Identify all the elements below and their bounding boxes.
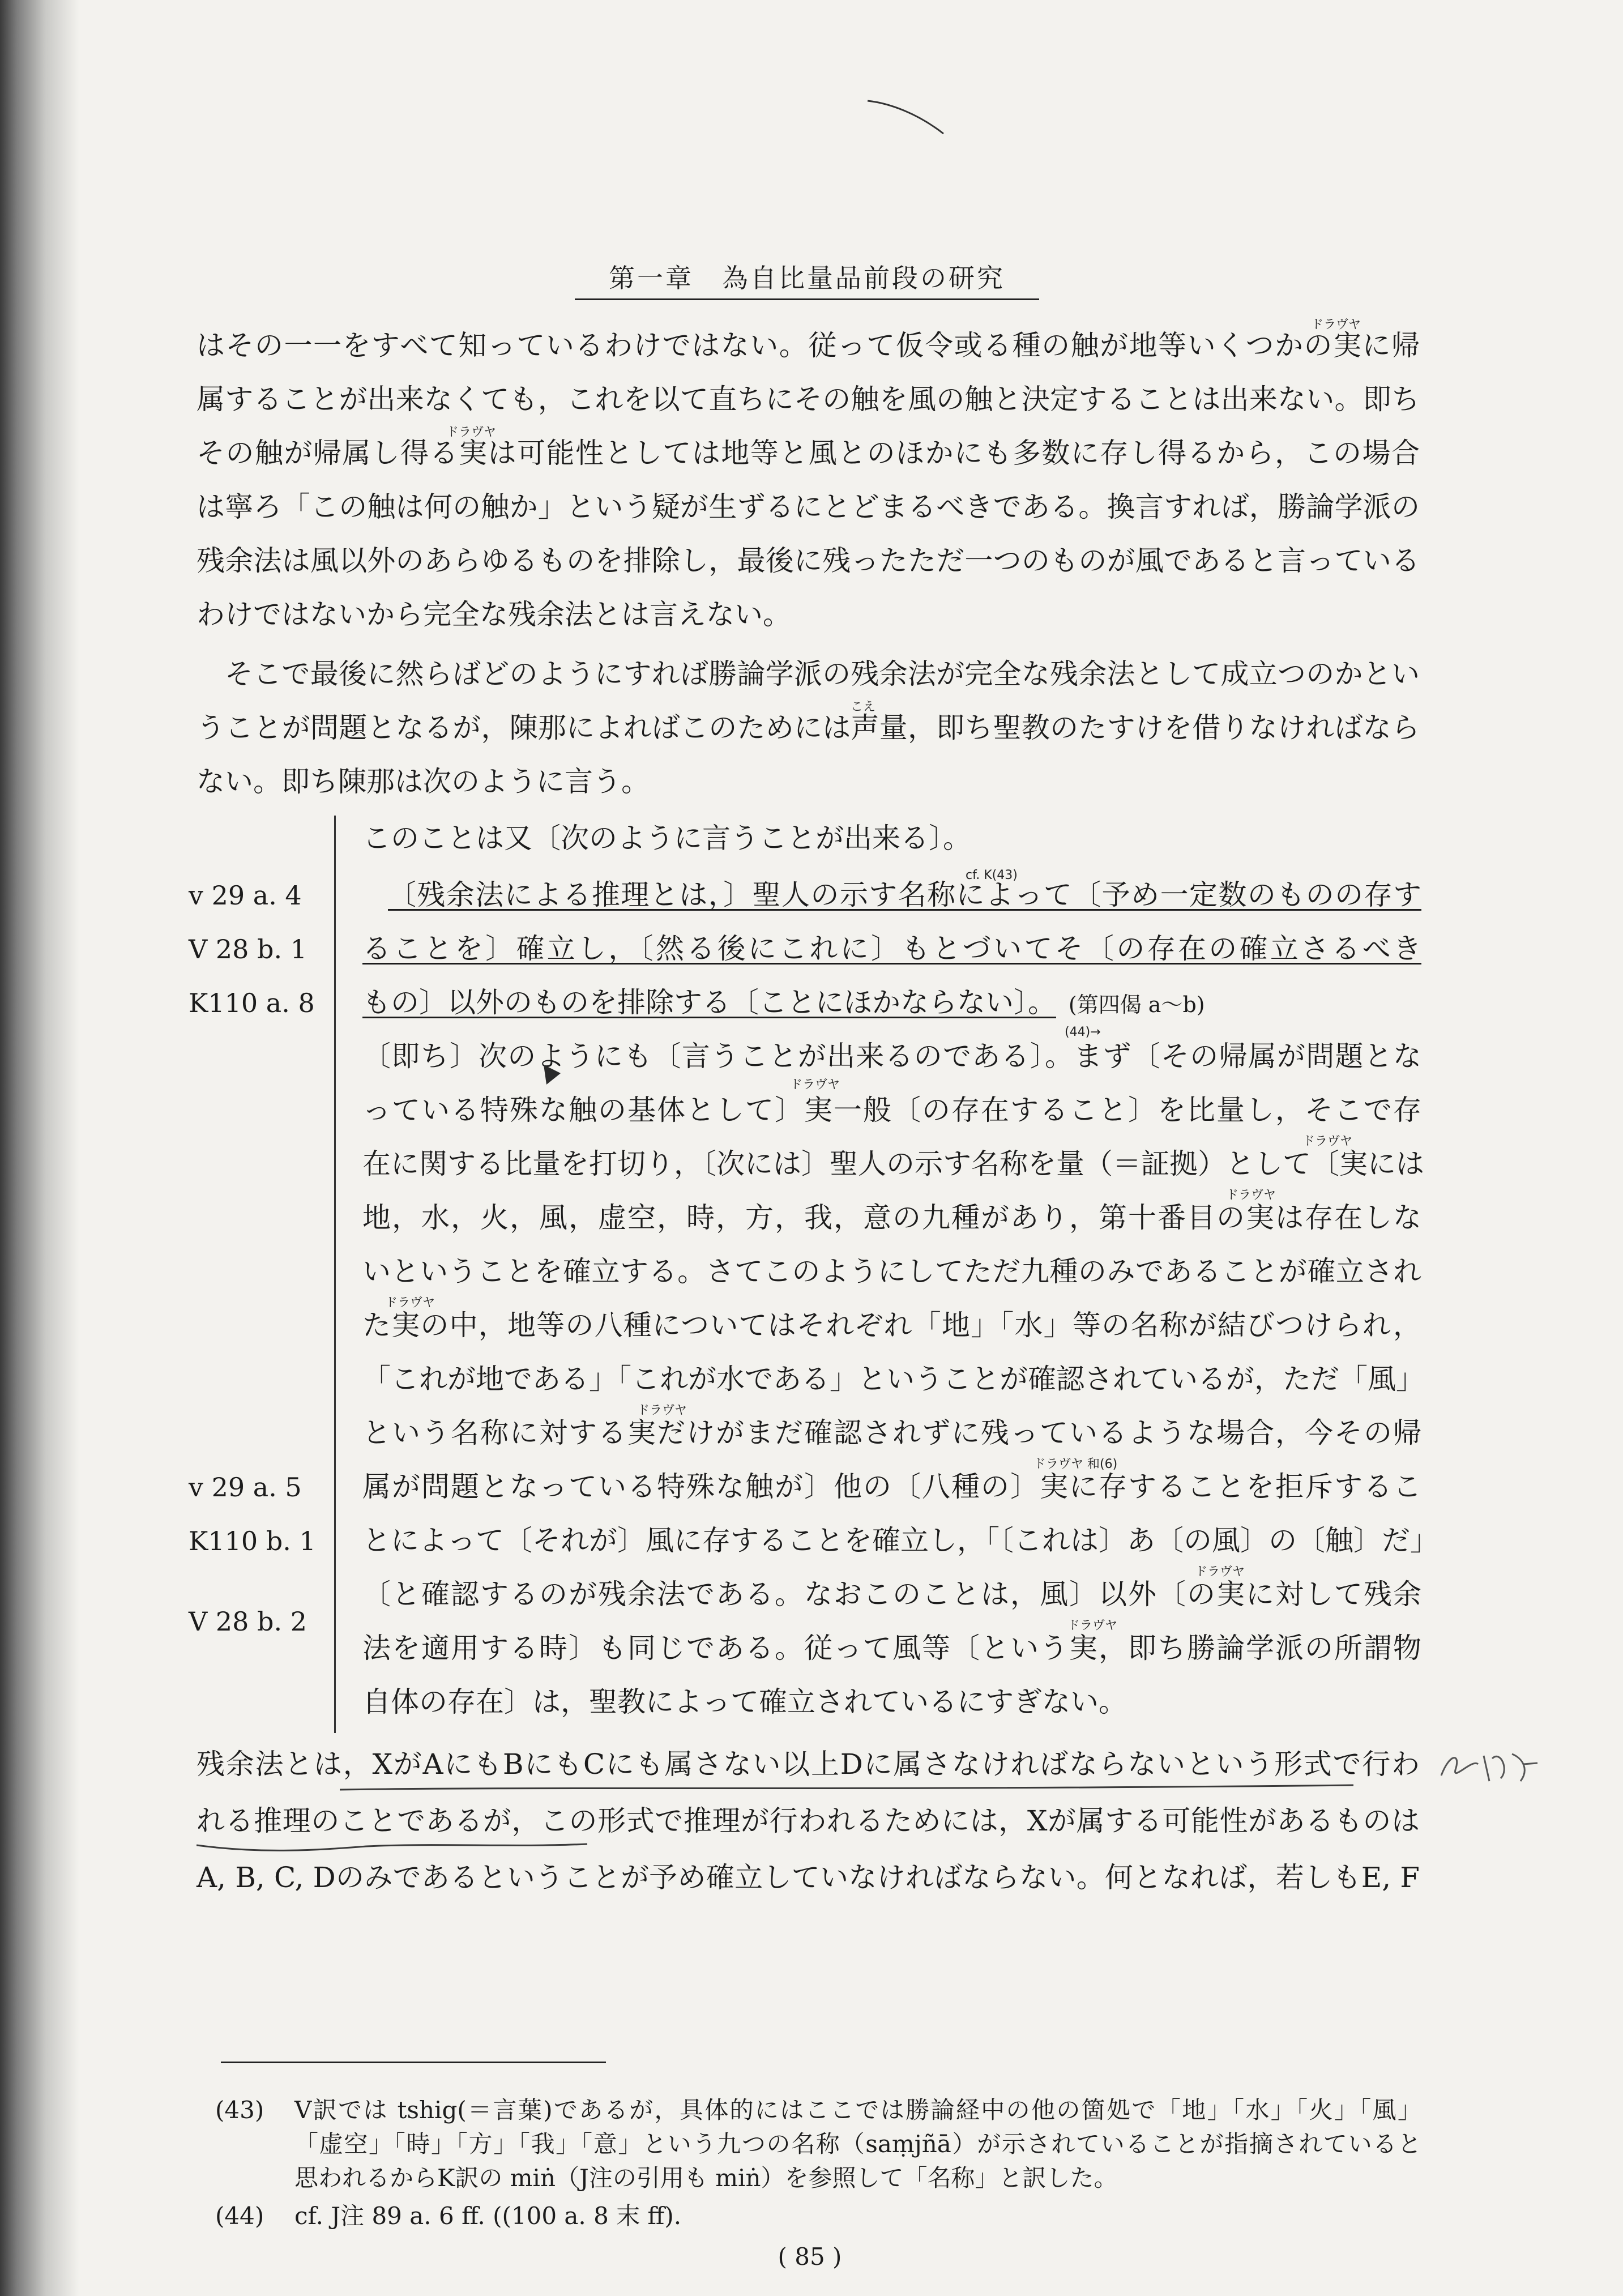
ruby-dravya: ドラヴヤ (385, 1296, 435, 1310)
quote-line8: 地，水，火，風，虚空，時，方，我，意の九種があり，第十番目の実は存在しな (362, 1201, 1421, 1234)
para1-line2: 属することが出来なくても，これを以て直ちにその触を風の触と決定することは出来ない。即ち (197, 383, 1420, 416)
handwritten-underline (340, 1778, 1359, 1801)
quote-line6: っている特殊な触の基体として〕実一般〔の存在すること〕を比量し，そこで存 (362, 1094, 1421, 1126)
margin-ref: V 28 b. 2 (189, 1606, 307, 1637)
ruby-note44: (44)→ (1065, 1025, 1101, 1039)
verse-note: (第四偈 a～b) (1068, 992, 1205, 1017)
quote-line2: 〔残余法による推理とは，〕聖人の示す名称によって〔予め一定数のものの存す (388, 878, 1421, 911)
para3-line1 (197, 1748, 1420, 1781)
handwritten-underline (197, 1835, 593, 1858)
para2-line2: うことが問題となるが，陳那によればこのためには声量，即ち聖教のたすけを借りなければなら (197, 711, 1420, 744)
quote-line17: 自体の存在〕は，聖教によって確立されているにすぎない。 (362, 1685, 1127, 1718)
footnote-43-line2: 「虚空」「時」「方」「我」「意」という九つの名称（saṃjñā）が示されていることが指摘されていると (294, 2130, 1421, 2158)
ruby-dravya: ドラヴヤ (446, 425, 497, 439)
ruby-dravya: ドラヴヤ (1302, 1134, 1353, 1149)
quote-line11: 「これが地である」「これが水である」ということが確認されているが，ただ「風」 (362, 1363, 1424, 1395)
para3-line3: A, B, C, Dのみであるということが予め確立していなければならない。何となれば，若しもE, F (197, 1861, 1420, 1894)
para1-line4: は寧ろ「この触は何の触か」という疑が生ずるにとどまるべきである。換言すれば，勝論学派の (197, 490, 1420, 523)
quote-line4: もの〕以外のものを排除する〔ことにほかならない〕。 (362, 986, 1056, 1019)
ruby-dravya: ドラヴヤ (1067, 1619, 1118, 1633)
quote-line9: いということを確立する。さてこのようにしてただ九種のみであることが確立され (362, 1255, 1421, 1288)
footnote-number: (44) (215, 2202, 264, 2230)
ruby-dravya: ドラヴヤ (637, 1403, 687, 1418)
quote-line16: 法を適用する時〕も同じである。従って風等〔という実，即ち勝論学派の所謂物 (362, 1632, 1421, 1665)
ruby-dravya-wa6: ドラヴヤ 和(6) (1033, 1457, 1118, 1471)
quote-line13: 属が問題となっている特殊な触が〕他の〔八種の〕実に存することを拒斥するこ (362, 1470, 1421, 1503)
para3-line1-text: 残余法とは，XがAにもBにもCにも属さない以上Dに属さなければならないという形式で行わ (197, 1748, 1420, 1781)
para1-line5: 残余法は風以外のあらゆるものを排除し，最後に残ったただ一つのものが風であると言っている (197, 544, 1420, 577)
quote-line12: という名称に対する実だけがまだ確認されずに残っているような場合，今その帰 (362, 1416, 1421, 1449)
footnote-rule (221, 2062, 606, 2063)
pen-mark-icon (866, 96, 946, 136)
quote-line4-group (362, 988, 1205, 1017)
footnote-44-line1: cf. J注 89 a. 6 ff. ((100 a. 8 末 ff). (294, 2202, 682, 2230)
ruby-cf-k43: cf. K(43) (966, 868, 1018, 882)
margin-ref: v 29 a. 5 (189, 1472, 302, 1503)
ruby-koe: こえ (851, 700, 876, 714)
quote-line15: 〔と確認するのが残余法である。なおこのことは，風〕以外〔の実に対して残余 (362, 1578, 1421, 1611)
para2-line3: ない。即ち陳那は次のように言う。 (197, 765, 650, 798)
ink-smudge-icon (541, 1062, 563, 1087)
footnote-43-line1: V訳では tshig(＝言葉)であるが，具体的にはここでは勝論経中の他の箇処で「地」「水」「火」「風」 (294, 2096, 1421, 2124)
margin-ref: K110 b. 1 (189, 1526, 316, 1556)
quote-line1: このことは又〔次のように言うことが出来る〕。 (362, 822, 971, 855)
para1-line3: その触が帰属し得る実は可能性としては地等と風とのほかにも多数に存し得るから，この場合 (197, 437, 1420, 470)
ruby-dravya: ドラヴヤ (1195, 1565, 1245, 1579)
footnote-number: (43) (215, 2096, 264, 2124)
para1-line1: はその一一をすべて知っているわけではない。従って仮令或る種の触が地等いくつかの実に帰 (197, 329, 1420, 362)
quote-line5: 〔即ち〕次のようにも〔言うことが出来るのである〕。まず〔その帰属が問題とな (362, 1040, 1421, 1073)
margin-ref: v 29 a. 4 (189, 880, 302, 911)
quote-line7: 在に関する比量を打切り，〔次には〕聖人の示す名称を量（＝証拠）として〔実には (362, 1147, 1424, 1180)
scan-shadow-edge (0, 0, 79, 2296)
running-head: 第一章 為自比量品前段の研究 (609, 263, 1005, 293)
ruby-dravya: ドラヴヤ (1226, 1188, 1276, 1202)
para3-line2: れる推理のことであるが，この形式で推理が行われるためには，Xが属する可能性があるものは (197, 1804, 1420, 1837)
handwritten-scribble-icon (1438, 1747, 1540, 1787)
quote-line10: た実の中，地等の八種についてはそれぞれ「地」「水」等の名称が結びつけられ， (362, 1309, 1421, 1342)
page-number: ( 85 ) (778, 2243, 842, 2271)
quote-line3: ることを〕確立し，〔然る後にこれに〕もとづいてそ〔の存在の確立さるべき (362, 932, 1421, 965)
ruby-dravya: ドラヴヤ (1311, 318, 1361, 332)
margin-ref: K110 a. 8 (189, 988, 315, 1018)
margin-ref: V 28 b. 1 (189, 934, 307, 965)
para2-line1: そこで最後に然らばどのようにすれば勝論学派の残余法が完全な残余法として成立つのかとい (225, 658, 1420, 690)
ruby-dravya: ドラヴヤ (790, 1078, 840, 1092)
para1-line6: わけではないから完全な残余法とは言えない。 (197, 598, 791, 631)
running-head-rule (575, 298, 1039, 300)
footnote-43-line3: 思われるからK訳の miṅ（J注の引用も miṅ）を参照して「名称」と訳した。 (294, 2164, 1118, 2192)
quote-line14: とによって〔それが〕風に存することを確立し，「〔これは〕あ〔の風〕の〔触〕だ」 (362, 1524, 1438, 1557)
